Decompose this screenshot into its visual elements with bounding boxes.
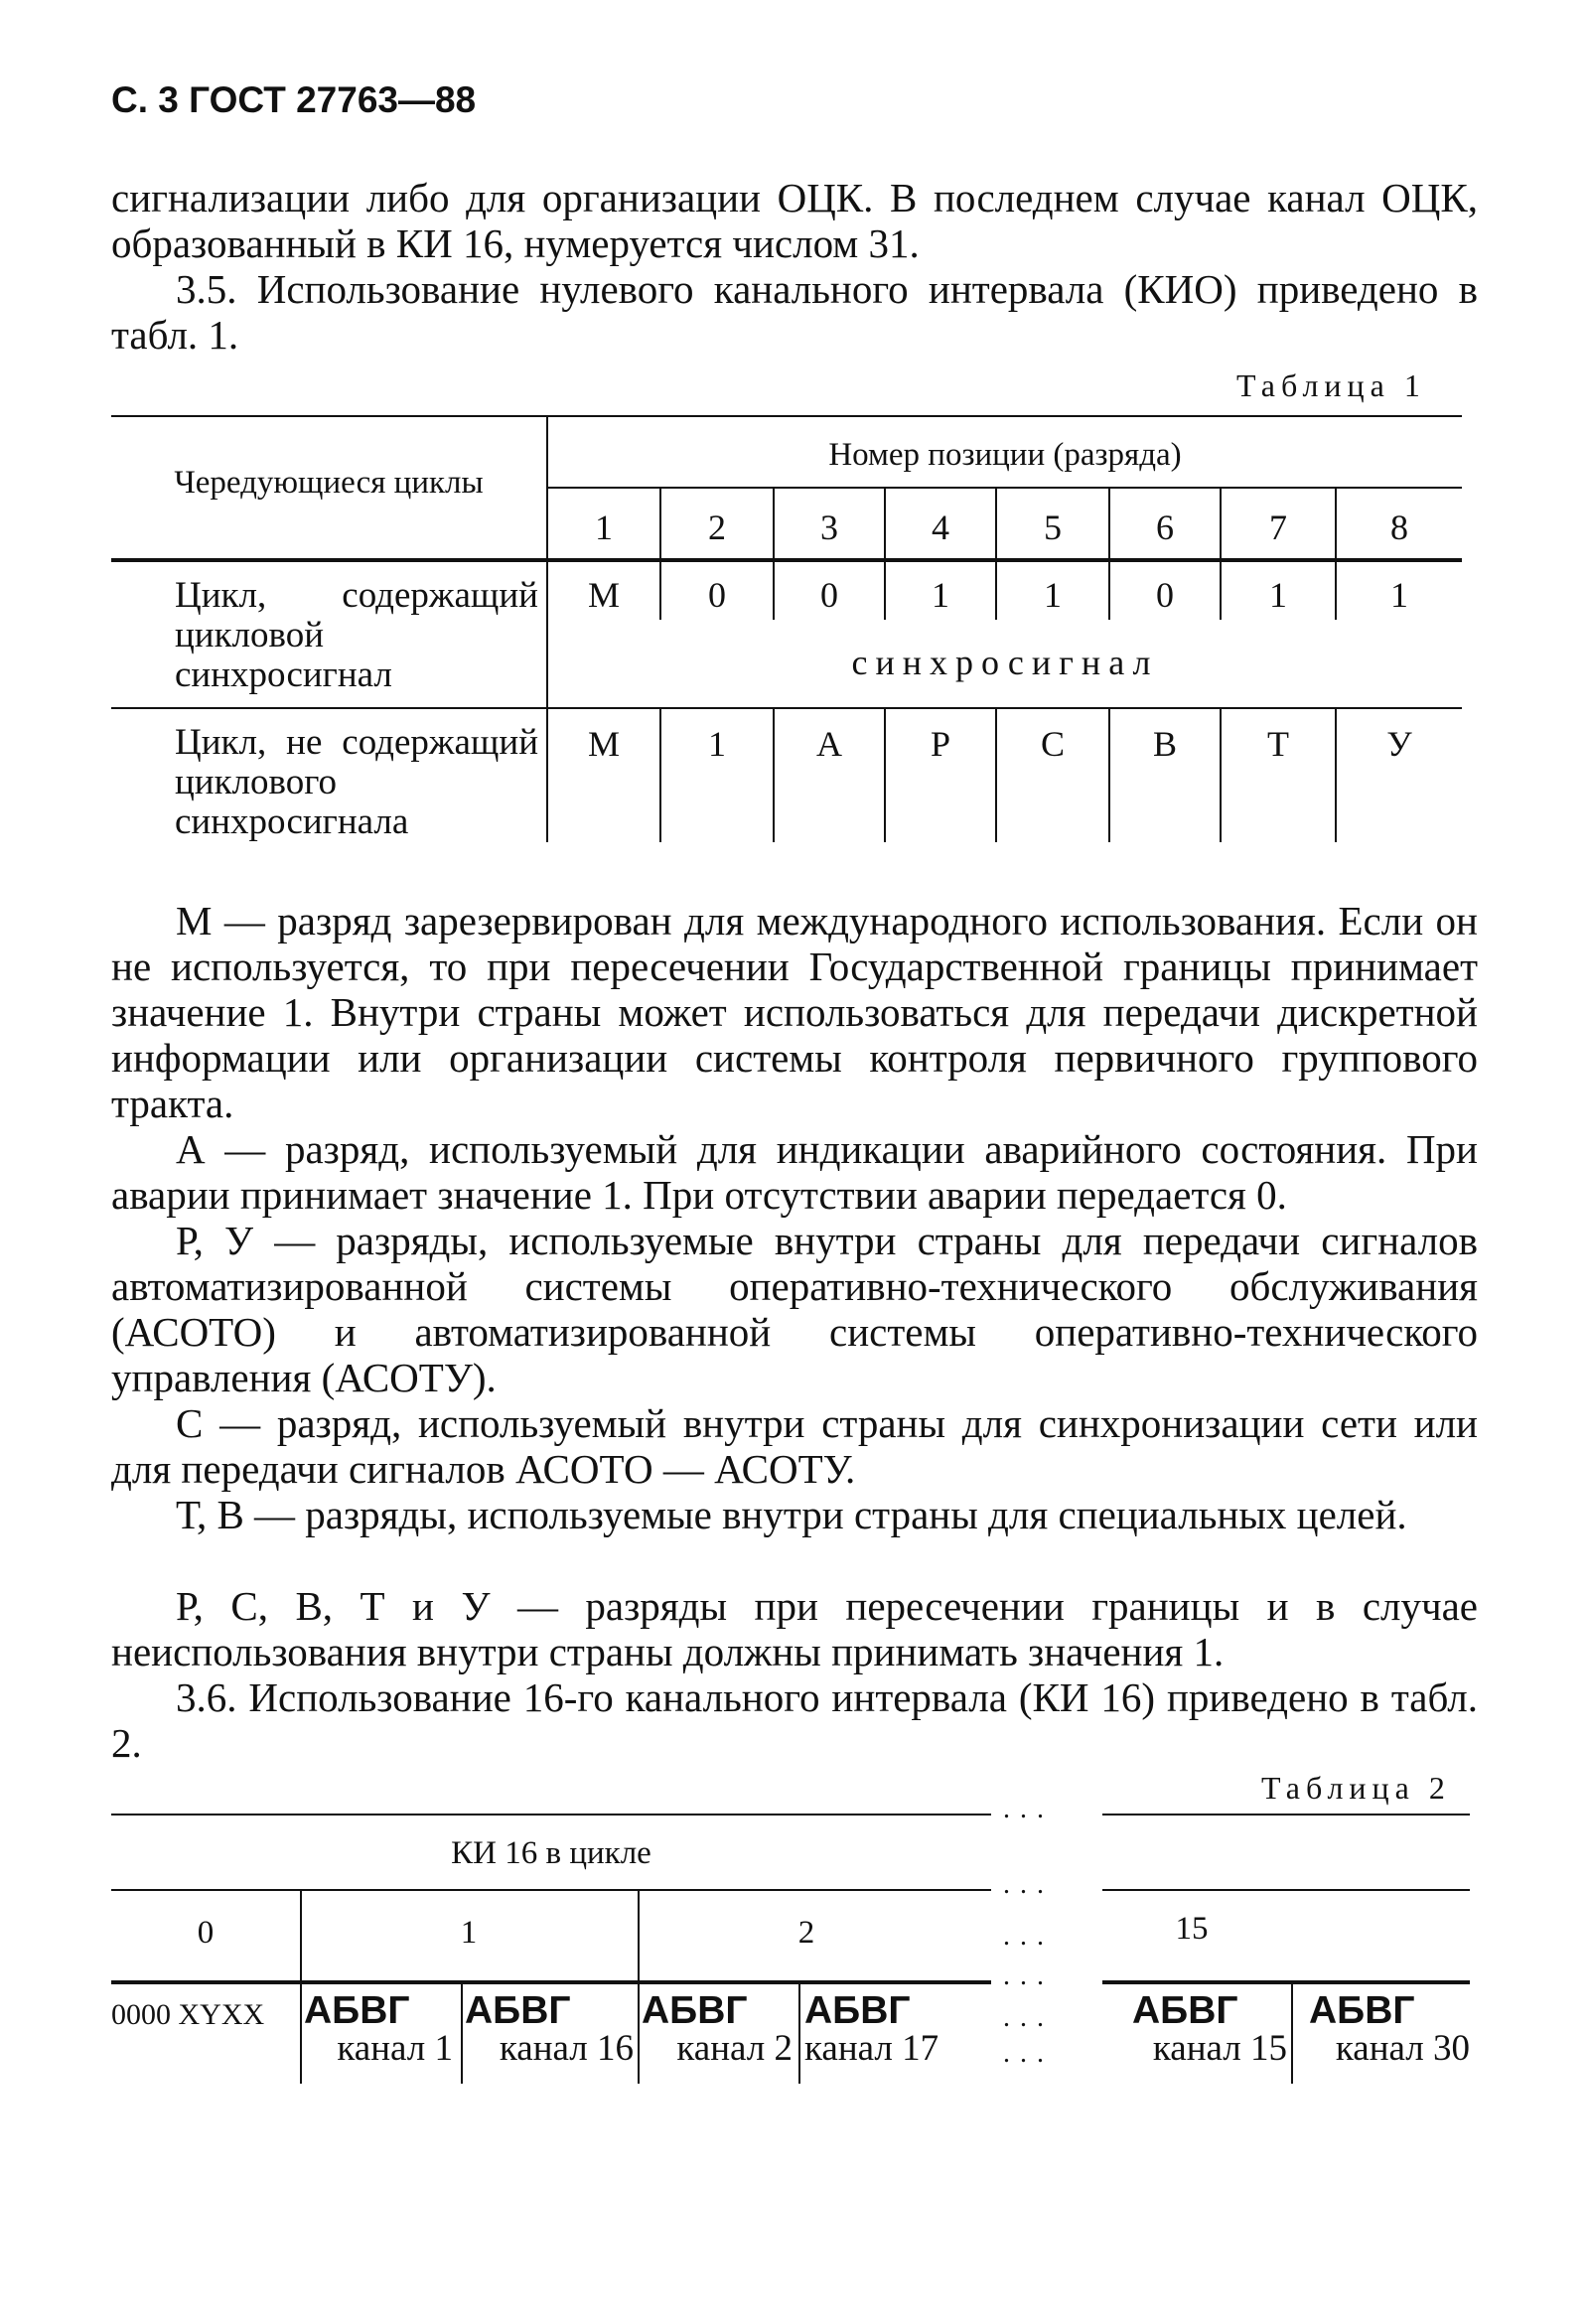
table1-position: 4: [932, 508, 949, 547]
table1-col-header: Чередующиеся циклы: [174, 465, 484, 501]
table1-cell: В: [1152, 724, 1177, 764]
table2-cell: [1295, 1989, 1470, 2069]
table1-row-label: Цикл, содержащий цикловой синхросигнал: [175, 575, 538, 695]
paragraph-3-6: 3.6. Использование 16-го канального интервала (КИ 16) приведено в табл. 2.: [111, 1674, 1478, 1766]
table1-label-divider: [546, 415, 548, 842]
table1-cell: 1: [708, 724, 726, 764]
table1-row-rule: [111, 707, 1462, 709]
table1-group-header: Номер позиции (разряда): [828, 437, 1182, 473]
paragraph-R-U: Р, У — разряды, используемые внутри страны для передачи сигналов автоматизированной системы оперативно-технического обслуживания (АСОТО) и автоматизированной системы оперативно-технического управления (АСОТУ).: [111, 1218, 1478, 1400]
table1-position: 2: [708, 508, 726, 547]
paragraph-continuation: сигнализации либо для организации ОЦК. В последнем случае канал ОЦК, образованный в КИ 16, нумеруется числом 31.: [111, 175, 1478, 266]
page-header: С. 3 ГОСТ 27763—88: [111, 79, 477, 120]
table2-cycle: 0: [197, 1915, 215, 1951]
table2-channel: канал 2: [676, 2028, 793, 2069]
paragraph-A: А — разряд, используемый для индикации аварийного состояния. При аварии принимает значение 1. При отсутствии аварии передается 0.: [111, 1126, 1478, 1218]
table1-cell: Т: [1267, 724, 1289, 764]
table2-cycle: 1: [460, 1915, 478, 1951]
table2-bits: АБВГ: [304, 1989, 410, 2032]
table2-channel: канал 1: [337, 2028, 453, 2069]
table2-channel: канал 15: [1152, 2028, 1287, 2069]
table2-cell: [304, 1989, 453, 2069]
table1-subheader-rule: [546, 487, 1462, 489]
table2-top-rule: [111, 1814, 991, 1816]
table1-cell: М: [587, 724, 620, 764]
table2-bits: АБВГ: [1309, 1989, 1415, 2032]
table1-position: 8: [1390, 508, 1408, 547]
table2-first-cell: 0000 ХYХХ: [111, 1998, 265, 2031]
table1-position: 1: [595, 508, 613, 547]
table2-group-header: КИ 16 в цикле: [451, 1835, 651, 1871]
paragraph-3-5: 3.5. Использование нулевого канального интервала (КИО) приведено в табл. 1.: [111, 266, 1478, 358]
table1-header-rule: [111, 558, 1462, 562]
table2-caption: Таблица 2: [1261, 1770, 1451, 1806]
table1-cell: С: [1040, 724, 1065, 764]
table1-cell: 1: [932, 575, 949, 615]
table2-bits: АБВГ: [1132, 1989, 1238, 2032]
table2-bits: АБВГ: [804, 1989, 911, 2032]
paragraph-T-B: Т, В — разряды, используемые внутри страны для специальных целей.: [176, 1492, 1407, 1537]
table1-top-rule: [111, 415, 1462, 417]
table1-caption: Таблица 1: [1236, 367, 1426, 403]
table2-header-rule: [111, 1980, 991, 1984]
table1-cell: М: [587, 575, 620, 615]
paragraph-C: С — разряд, используемый внутри страны для синхронизации сети или для передачи сигналов АСОТО — АСОТУ.: [111, 1400, 1478, 1492]
table1-cell: А: [816, 724, 842, 764]
table2-channel: канал 16: [499, 2028, 634, 2069]
paragraph-RCBTU: Р, С, В, Т и У — разряды при пересечении границы и в случае неиспользования внутри страны должны принимать значения 1.: [111, 1583, 1478, 1674]
table2-bits: АБВГ: [642, 1989, 748, 2032]
table1-cell: 0: [820, 575, 838, 615]
table1-cell: 0: [708, 575, 726, 615]
table1-row-label: Цикл, не содержащий циклового синхросигнала: [175, 722, 538, 842]
table2-cell: [642, 1989, 793, 2069]
table2-cycle: 15: [1175, 1911, 1209, 1947]
table2-cell: [1102, 1989, 1287, 2069]
table1-position: 6: [1156, 508, 1174, 547]
table1-cell: 1: [1269, 575, 1287, 615]
table2-cycle: 2: [797, 1915, 815, 1951]
table1-cell: 1: [1390, 575, 1408, 615]
table1-position: 7: [1269, 508, 1287, 547]
paragraph-M: М — разряд зарезервирован для международного использования. Если он не используется, то при пересечении Государственной границы принимает значение 1. Внутри страны может использоваться для передачи дискретной информации или организации системы контроля первичного группового тракта.: [111, 898, 1478, 1126]
table1-cell: 0: [1156, 575, 1174, 615]
table1-cell: 1: [1044, 575, 1062, 615]
table2-cell: [465, 1989, 634, 2069]
table1-position: 5: [1044, 508, 1062, 547]
table1-cell: У: [1386, 724, 1412, 764]
table2-channel: канал 17: [804, 2028, 939, 2069]
table1-position: 3: [820, 508, 838, 547]
table2-ellipsis: ...: [1003, 1794, 1054, 1824]
table2-channel: канал 30: [1335, 2028, 1470, 2069]
table1-sync-note: синхросигнал: [851, 643, 1159, 682]
table2-cell: [804, 1989, 983, 2069]
table1-cell: Р: [930, 724, 951, 764]
table2-bits: АБВГ: [465, 1989, 571, 2032]
